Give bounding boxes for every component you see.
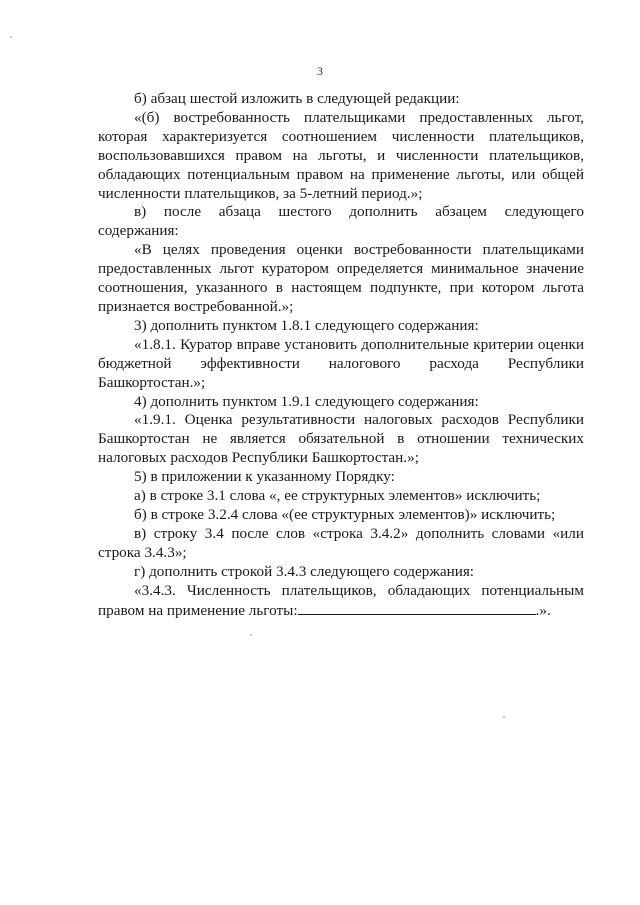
paragraph-item-5b: б) в строке 3.2.4 слова «(ее структурных элементов)» исключить; <box>134 505 556 523</box>
paragraph-quote-1-8-1: «1.8.1. Куратор вправе установить дополнительные критерии оценки бюджетной эффективности налогового расхода Республики Башкортостан.»; <box>98 335 584 391</box>
scan-speck <box>250 634 252 636</box>
paragraph-quote-3-4-3-end: .». <box>535 602 551 620</box>
scan-speck <box>10 36 12 38</box>
paragraph-item-5a: а) в строке 3.1 слова «, ее структурных элементов» исключить; <box>134 487 541 505</box>
paragraph-quote-3-4-3-text: «3.4.3. Численность плательщиков, обладающих потенциальным правом на применение льготы: <box>98 581 584 620</box>
paragraph-item-5: 5) в приложении к указанному Порядку: <box>134 468 395 486</box>
document-body <box>98 90 584 621</box>
fill-in-blank-line <box>298 600 536 615</box>
paragraph-item-b: б) абзац шестой изложить в следующей редакции: <box>134 90 460 107</box>
paragraph-item-5g: г) дополнить строкой 3.4.3 следующего содержания: <box>134 562 475 580</box>
scan-speck <box>503 716 505 718</box>
paragraph-item-v: в) после абзаца шестого дополнить абзацем следующего содержания: <box>98 203 584 240</box>
paragraph-quote-v: «В целях проведения оценки востребованности плательщиками предоставленных льгот куратором определяется минимальное значение соотношения, указанного в настоящем подпункте, при котором льгота признается востребованной.»; <box>98 241 584 315</box>
paragraph-quote-b: «(б) востребованность плательщиками предоставленных льгот, которая характеризуется соотношением численности плательщиков, воспользовавшихся правом на льготы, и численности плательщиков, обладающих потенциальным правом на применение льготы, или общей численности плательщиков, за 5-летний период.»; <box>98 108 584 202</box>
paragraph-item-3: 3) дополнить пунктом 1.8.1 следующего содержания: <box>134 316 479 334</box>
page-number: 3 <box>317 64 323 78</box>
paragraph-quote-1-9-1: «1.9.1. Оценка результативности налоговых расходов Республики Башкортостан не является обязательной в отношении технических налоговых расходов Республики Башкортостан.»; <box>98 411 584 467</box>
paragraph-item-4: 4) дополнить пунктом 1.9.1 следующего содержания: <box>134 392 479 410</box>
paragraph-quote-3-4-3 <box>98 582 584 622</box>
paragraph-item-5v: в) строку 3.4 после слов «строка 3.4.2» дополнить словами «или строка 3.4.3»; <box>98 524 584 561</box>
